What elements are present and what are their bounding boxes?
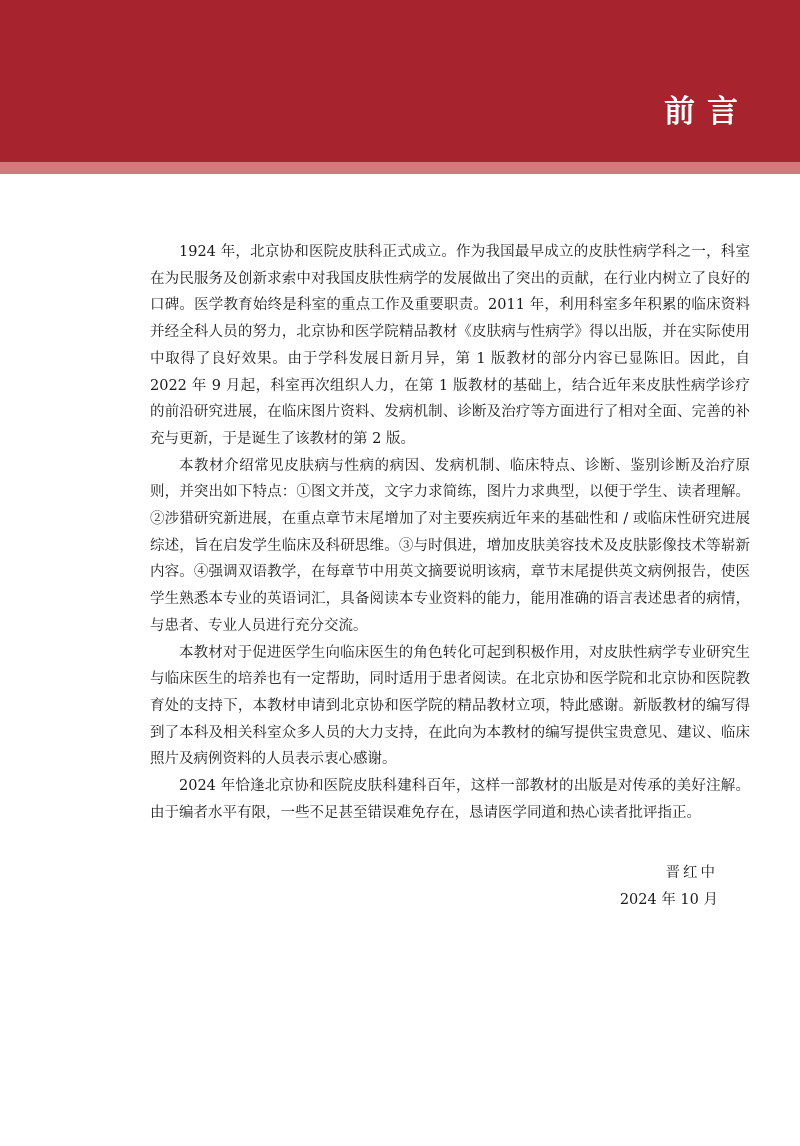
preface-body (150, 239, 750, 826)
signature-block (620, 860, 718, 914)
page-title: 前言 (664, 94, 750, 130)
paragraph: 1924 年，北京协和医院皮肤科正式成立。作为我国最早成立的皮肤性病学科之一，科室在为民服务及创新求索中对我国皮肤性病学的发展做出了突出的贡献，在行业内树立了良好的口碑。医学教育始终是科室的重点工作及重要职责。2011 年，利用科室多年积累的临床资料并经全科人员的努力，北京协和医学院精品教材《皮肤病与性病学》得以出版，并在实际使用中取得了良好效果。由于学科发展日新月异，第 1 版教材的部分内容已显陈旧。因此，自 2022 年 9 月起，科室再次组织人力，在第 1 版教材的基础上，结合近年来皮肤性病学诊疗的前沿研究进展，在临床图片资料、发病机制、诊断及治疗等方面进行了相对全面、完善的补充与更新，于是诞生了该教材的第 2 版。 (150, 244, 750, 447)
author-name: 晋红中 (665, 865, 718, 881)
header-stripe (0, 162, 800, 174)
signature-date: 2024 年 10 月 (619, 892, 718, 908)
paragraph: 本教材对于促进医学生向临床医生的角色转化可起到积极作用，对皮肤性病学专业研究生与临床医生的培养也有一定帮助，同时适用于患者阅读。在北京协和医学院和北京协和医院教育处的支持下，本教材申请到北京协和医学院的精品教材立项，特此感谢。新版教材的编写得到了本科及相关科室众多人员的大力支持，在此向为本教材的编写提供宝贵意见、建议、临床照片及病例资料的人员表示衷心感谢。 (150, 644, 750, 768)
paragraph: 本教材介绍常见皮肤病与性病的病因、发病机制、临床特点、诊断、鉴别诊断及治疗原则，并突出如下特点：①图文并茂，文字力求简练，图片力求典型，以便于学生、读者理解。②涉猎研究新进展，在重点章节末尾增加了对主要疾病近年来的基础性和 / 或临床性研究进展综述，旨在启发学生临床及科研思维。③与时俱进，增加皮肤美容技术及皮肤影像技术等崭新内容。④强调双语教学，在每章节中用英文摘要说明该病，章节末尾提供英文病例报告，使医学生熟悉本专业的英语词汇，具备阅读本专业资料的能力，能用准确的语言表述患者的病情，与患者、专业人员进行充分交流。 (150, 457, 750, 634)
header-band (0, 0, 800, 162)
paragraph: 2024 年恰逢北京协和医院皮肤科建科百年，这样一部教材的出版是对传承的美好注解。由于编者水平有限，一些不足甚至错误难免存在，恳请医学同道和热心读者批评指正。 (150, 778, 750, 821)
